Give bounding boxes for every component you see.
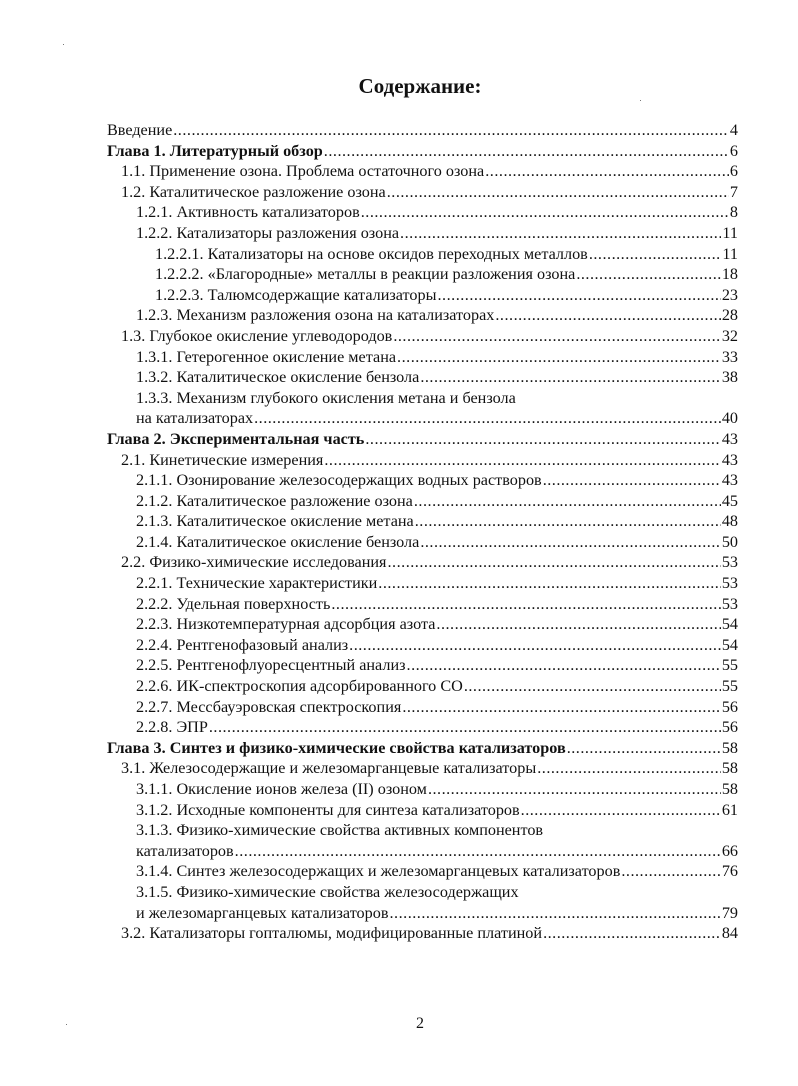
toc-page-number: 53 xyxy=(721,553,738,572)
toc-entry[interactable] xyxy=(107,697,738,718)
toc-page-number: 84 xyxy=(721,924,738,943)
toc-page-number: 45 xyxy=(721,491,738,510)
dot-leader xyxy=(378,573,721,594)
toc-entry[interactable] xyxy=(107,141,738,162)
toc-page-number: 7 xyxy=(729,182,738,201)
toc-page-number: 53 xyxy=(721,574,738,593)
toc-entry[interactable] xyxy=(107,450,738,471)
toc-page-number: 54 xyxy=(721,615,738,634)
toc-entry[interactable] xyxy=(107,676,738,697)
toc-entry-title: 3.1.4. Синтез железосодержащих и железомарганцевых катализаторов xyxy=(136,862,621,881)
toc-page-number: 66 xyxy=(721,841,738,860)
page-title: Содержание: xyxy=(358,74,482,98)
dot-leader xyxy=(537,758,721,779)
dot-leader xyxy=(324,141,729,162)
toc-entry[interactable] xyxy=(107,264,738,285)
toc-entry[interactable] xyxy=(107,861,738,882)
scan-speck xyxy=(63,44,64,45)
dot-leader xyxy=(485,161,729,182)
toc-entry-title: 2.1. Кинетические измерения xyxy=(121,450,324,469)
toc-entry[interactable] xyxy=(107,326,738,347)
toc-entry-title: 3.1.3. Физико-химические свойства активных компонентов xyxy=(136,821,544,840)
dot-leader xyxy=(397,347,721,368)
dot-leader xyxy=(209,717,721,738)
dot-leader xyxy=(521,800,721,821)
toc-entry-title: 2.2.2. Удельная поверхность xyxy=(136,594,331,613)
toc-entry-title-continuation: и железомарганцевых катализаторов xyxy=(136,903,389,922)
toc-entry-title: 2.2.3. Низкотемпературная адсорбция азота xyxy=(136,615,436,634)
toc-page-number: 55 xyxy=(721,677,738,696)
toc-entry[interactable] xyxy=(107,202,738,223)
dot-leader xyxy=(388,552,721,573)
toc-entry[interactable] xyxy=(107,758,738,779)
toc-entry[interactable] xyxy=(107,491,738,512)
toc-entry[interactable] xyxy=(107,738,738,759)
toc-entry-title: 1.2.2. Катализаторы разложения озона xyxy=(136,223,400,242)
toc-entry-title: 1.3.3. Механизм глубокого окисления метана и бензола xyxy=(136,388,516,407)
toc-page-number: 48 xyxy=(721,512,738,531)
toc-entry[interactable] xyxy=(107,820,738,841)
toc-entry[interactable] xyxy=(107,347,738,368)
scan-speck xyxy=(66,1024,67,1025)
dot-leader xyxy=(428,779,721,800)
dot-leader xyxy=(464,676,721,697)
toc-entry-title: 2.2.6. ИК-спектроскопия адсорбированного СО xyxy=(136,677,463,696)
toc-entry-title: 3.1.1. Окисление ионов железа (II) озоном xyxy=(136,780,427,798)
dot-leader xyxy=(331,594,720,615)
toc-page-number: 43 xyxy=(721,471,738,490)
toc-page-number: 33 xyxy=(721,347,738,366)
dot-leader xyxy=(414,491,721,512)
dot-leader xyxy=(415,511,721,532)
dot-leader xyxy=(589,244,722,265)
toc-page-number: 4 xyxy=(729,121,738,139)
toc-page-number: 8 xyxy=(729,203,738,222)
toc-page-number: 56 xyxy=(721,697,738,716)
toc-entry[interactable] xyxy=(107,573,738,594)
toc-entry-title: 2.2.1. Технические характеристики xyxy=(136,574,378,593)
dot-leader xyxy=(567,738,721,759)
dot-leader xyxy=(495,305,720,326)
toc-entry[interactable] xyxy=(107,655,738,676)
toc-page-number: 56 xyxy=(721,718,738,737)
toc-entry[interactable] xyxy=(107,635,738,656)
toc-entry-title: 3.1.2. Исходные компоненты для синтеза катализаторов xyxy=(136,800,520,819)
dot-leader xyxy=(543,470,721,491)
toc-page-number: 11 xyxy=(722,244,738,263)
toc-page-number: 32 xyxy=(721,326,738,345)
toc-entry-title: 2.2.5. Рентгенофлуоресцентный анализ xyxy=(136,656,406,675)
dot-leader xyxy=(173,120,729,141)
toc-entry-title: 1.3. Глубокое окисление углеводородов xyxy=(121,326,393,345)
toc-page-number: 43 xyxy=(721,429,738,448)
dot-leader xyxy=(387,182,729,203)
toc-entry[interactable] xyxy=(107,429,738,450)
toc-entry[interactable] xyxy=(107,552,738,573)
toc-page-number: 61 xyxy=(721,800,738,819)
toc-page-number: 53 xyxy=(721,594,738,613)
toc-page-number: 6 xyxy=(729,162,738,181)
toc-entry[interactable] xyxy=(107,285,738,306)
toc-entry-title: 1.2.2.3. Талюмсодержащие катализаторы xyxy=(155,285,437,304)
toc-entry[interactable] xyxy=(107,923,738,944)
toc-entry[interactable] xyxy=(107,614,738,635)
toc-entry[interactable] xyxy=(107,388,738,409)
dot-leader xyxy=(543,923,721,944)
table-of-contents xyxy=(107,120,738,944)
toc-page-number: 76 xyxy=(721,862,738,881)
toc-page-number: 28 xyxy=(721,306,738,325)
toc-entry[interactable] xyxy=(107,223,738,244)
toc-entry-title: 1.2.1. Активность катализаторов xyxy=(136,203,360,222)
toc-entry[interactable] xyxy=(107,161,738,182)
toc-page-number: 54 xyxy=(721,635,738,654)
toc-entry[interactable] xyxy=(107,470,738,491)
dot-leader xyxy=(438,285,721,306)
toc-page-number: 55 xyxy=(721,656,738,675)
dot-leader xyxy=(365,429,720,450)
dot-leader xyxy=(349,635,721,656)
dot-leader xyxy=(407,655,721,676)
toc-page-number: 43 xyxy=(721,450,738,469)
toc-entry-title: 1.3.2. Каталитическое окисление бензола xyxy=(136,368,420,387)
toc-entry[interactable] xyxy=(107,367,738,388)
dot-leader xyxy=(390,903,721,924)
dot-leader xyxy=(402,697,721,718)
toc-entry-title: 2.2.4. Рентгенофазовый анализ xyxy=(136,635,349,654)
toc-entry-title: 1.2.2.1. Катализаторы на основе оксидов переходных металлов xyxy=(155,244,588,263)
toc-entry[interactable] xyxy=(107,717,738,738)
toc-page-number: 6 xyxy=(729,141,738,160)
toc-entry[interactable] xyxy=(107,244,738,265)
toc-entry-title: 2.1.3. Каталитическое окисление метана xyxy=(136,512,414,531)
toc-page-number: 58 xyxy=(721,738,738,757)
scan-speck xyxy=(640,100,641,101)
toc-entry[interactable] xyxy=(107,305,738,326)
dot-leader xyxy=(436,614,720,635)
toc-entry-title: 1.1. Применение озона. Проблема остаточного озона xyxy=(121,162,485,181)
toc-entry-title: 2.2.8. ЭПР xyxy=(136,718,208,737)
dot-leader xyxy=(420,532,721,553)
toc-entry-title: 3.2. Катализаторы гопталюмы, модифицированные платиной xyxy=(121,924,543,943)
toc-entry-title: 1.2.2.2. «Благородные» металлы в реакции разложения озона xyxy=(155,265,576,284)
toc-entry[interactable] xyxy=(107,511,738,532)
toc-entry-title: Глава 2. Экспериментальная часть xyxy=(107,429,365,448)
toc-page-number: 18 xyxy=(721,265,738,284)
toc-entry-title: Глава 3. Синтез и физико-химические свойства катализаторов xyxy=(107,738,566,757)
dot-leader xyxy=(361,202,729,223)
toc-entry[interactable] xyxy=(107,532,738,553)
toc-entry-title: Глава 1. Литературный обзор xyxy=(107,141,323,160)
dot-leader xyxy=(420,367,721,388)
dot-leader xyxy=(621,861,720,882)
toc-page-number: 58 xyxy=(721,759,738,778)
dot-leader xyxy=(400,223,721,244)
toc-entry-title: 1.2.3. Механизм разложения озона на катализаторах xyxy=(136,306,495,325)
toc-page-number: 38 xyxy=(721,368,738,387)
toc-entry-title-continuation: на катализаторах xyxy=(136,409,254,428)
toc-entry-continuation[interactable] xyxy=(107,903,738,924)
toc-entry[interactable] xyxy=(107,800,738,821)
toc-entry-title: 1.3.1. Гетерогенное окисление метана xyxy=(136,347,397,366)
toc-entry-title: 2.1.1. Озонирование железосодержащих водных растворов xyxy=(136,471,542,490)
toc-entry[interactable] xyxy=(107,779,738,800)
toc-page-number: 58 xyxy=(721,780,738,798)
toc-entry-continuation[interactable] xyxy=(107,408,738,429)
toc-entry[interactable] xyxy=(107,594,738,615)
toc-entry-continuation[interactable] xyxy=(107,841,738,862)
dot-leader xyxy=(324,450,720,471)
toc-entry-title: 3.1. Железосодержащие и железомарганцевые катализаторы xyxy=(121,759,537,778)
toc-entry-title: 3.1.5. Физико-химические свойства железосодержащих xyxy=(136,882,519,901)
dot-leader xyxy=(235,841,721,862)
dot-leader xyxy=(254,408,721,429)
page-number: 2 xyxy=(416,1015,424,1032)
toc-entry-title: 1.2. Каталитическое разложение озона xyxy=(121,182,386,201)
toc-entry-title: 2.2. Физико-химические исследования xyxy=(121,553,387,572)
toc-entry[interactable] xyxy=(107,882,738,903)
toc-page-number: 50 xyxy=(721,532,738,551)
toc-page-number: 11 xyxy=(722,223,738,242)
toc-entry[interactable] xyxy=(107,120,738,141)
toc-page-number: 79 xyxy=(721,903,738,922)
toc-entry[interactable] xyxy=(107,182,738,203)
toc-entry-title: 2.1.2. Каталитическое разложение озона xyxy=(136,491,413,510)
dot-leader xyxy=(576,264,721,285)
toc-entry-title-continuation: катализаторов xyxy=(136,841,234,860)
toc-entry-title: Введение xyxy=(107,121,173,139)
toc-entry-title: 2.2.7. Мессбауэровская спектроскопия xyxy=(136,697,402,716)
toc-page-number: 40 xyxy=(721,409,738,428)
toc-page-number: 23 xyxy=(721,285,738,304)
dot-leader xyxy=(393,326,721,347)
toc-entry-title: 2.1.4. Каталитическое окисление бензола xyxy=(136,532,420,551)
